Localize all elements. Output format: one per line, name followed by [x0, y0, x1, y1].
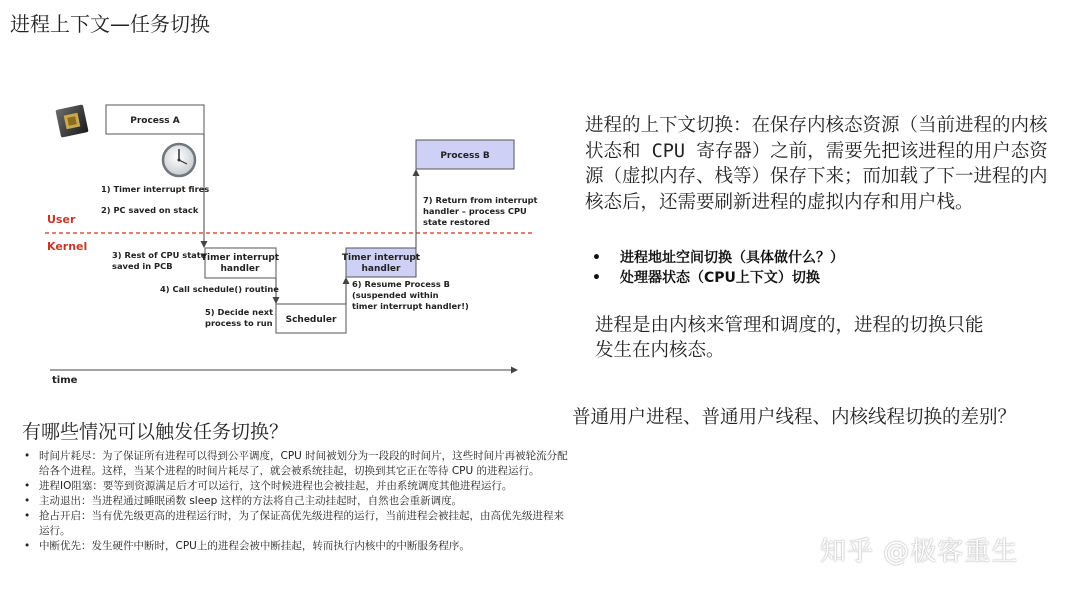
page-title: 进程上下文—任务切换 [10, 12, 210, 36]
step6-line1: 6) Resume Process B [352, 279, 450, 289]
user-lane-label: User [47, 213, 76, 226]
timer-handler-1-line1: Timer interrupt [200, 253, 280, 263]
list-item: • 主动退出：当进程通过睡眠函数 sleep 这样的方法将自己主动挂起时，自然也会重新调度。 [22, 494, 574, 509]
step6-line3: timer interrupt handler!) [352, 301, 469, 311]
scheduler-label: Scheduler [285, 315, 337, 325]
timer-handler-2-line2: handler [361, 264, 401, 274]
step2-annotation: 2) PC saved on stack [101, 205, 199, 215]
timer-handler-2-line1: Timer interrupt [341, 253, 421, 263]
list-item: • 进程地址空间切换（具体做什么？） [592, 248, 844, 268]
time-axis-label: time [52, 375, 78, 386]
list-item: • 处理器状态（CPU上下文）切换 [592, 268, 844, 288]
step5-line1: 5) Decide next [205, 307, 274, 317]
context-switch-description: 进程的上下文切换：在保存内核态资源（当前进程的内核状态和 CPU 寄存器）之前，需要先把该进程的用户态资源（虚拟内存、栈等）保存下来；而加载了下一进程的内核态后，还需要刷新进程的虚拟内存和用户栈。 [585, 115, 1048, 213]
context-switch-diagram [0, 0, 560, 400]
list-item: • 抢占开启：当有优先级更高的进程运行时，为了保证高优先级进程的运行，当前进程会被挂起，由高优先级进程来运行。 [22, 509, 574, 539]
list-item: • 进程IO阻塞：要等到资源满足后才可以运行，这个时候进程也会被挂起，并由系统调度其他进程运行。 [22, 479, 574, 494]
watermark: 知乎 @极客重生 [820, 537, 1019, 567]
kernel-lane-label: Kernel [47, 240, 88, 253]
step7-line1: 7) Return from interrupt [423, 195, 538, 205]
list-item: • 时间片耗尽：为了保证所有进程可以得到公平调度，CPU 时间被划分为一段段的时间片，这些时间片再被轮流分配给各个进程。这样，当某个进程的时间片耗尽了，就会被系统挂起，切换到其它正在等待 CPU 的进程运行。 [22, 449, 574, 479]
step5-line2: process to run [205, 318, 273, 328]
step3-line2: saved in PCB [112, 261, 173, 271]
process-a-label: Process A [130, 116, 180, 126]
clock-icon [163, 144, 195, 176]
step3-line1: 3) Rest of CPU state [112, 250, 207, 260]
step6-line2: (suspended within [352, 290, 439, 300]
timer-handler-1-line2: handler [220, 264, 260, 274]
list-item: • 中断优先：发生硬件中断时，CPU上的进程会被中断挂起，转而执行内核中的中断服务程序。 [22, 539, 574, 554]
step7-line3: state restored [423, 217, 490, 227]
step7-line2: handler – process CPU [423, 206, 527, 216]
kernel-mode-note: 进程是由内核来管理和调度的，进程的切换只能发生在内核态。 [595, 315, 984, 361]
process-b-label: Process B [440, 151, 490, 161]
cpu-chip-icon [55, 104, 88, 137]
switch-difference-question: 普通用户进程、普通用户线程、内核线程切换的差别？ [572, 407, 1017, 428]
step1-annotation: 1) Timer interrupt fires [101, 184, 210, 194]
trigger-question: 有哪些情况可以触发任务切换？ [22, 421, 289, 443]
trigger-list [22, 449, 574, 554]
step4-annotation: 4) Call schedule() routine [160, 284, 279, 294]
switch-aspects-list [592, 248, 844, 288]
